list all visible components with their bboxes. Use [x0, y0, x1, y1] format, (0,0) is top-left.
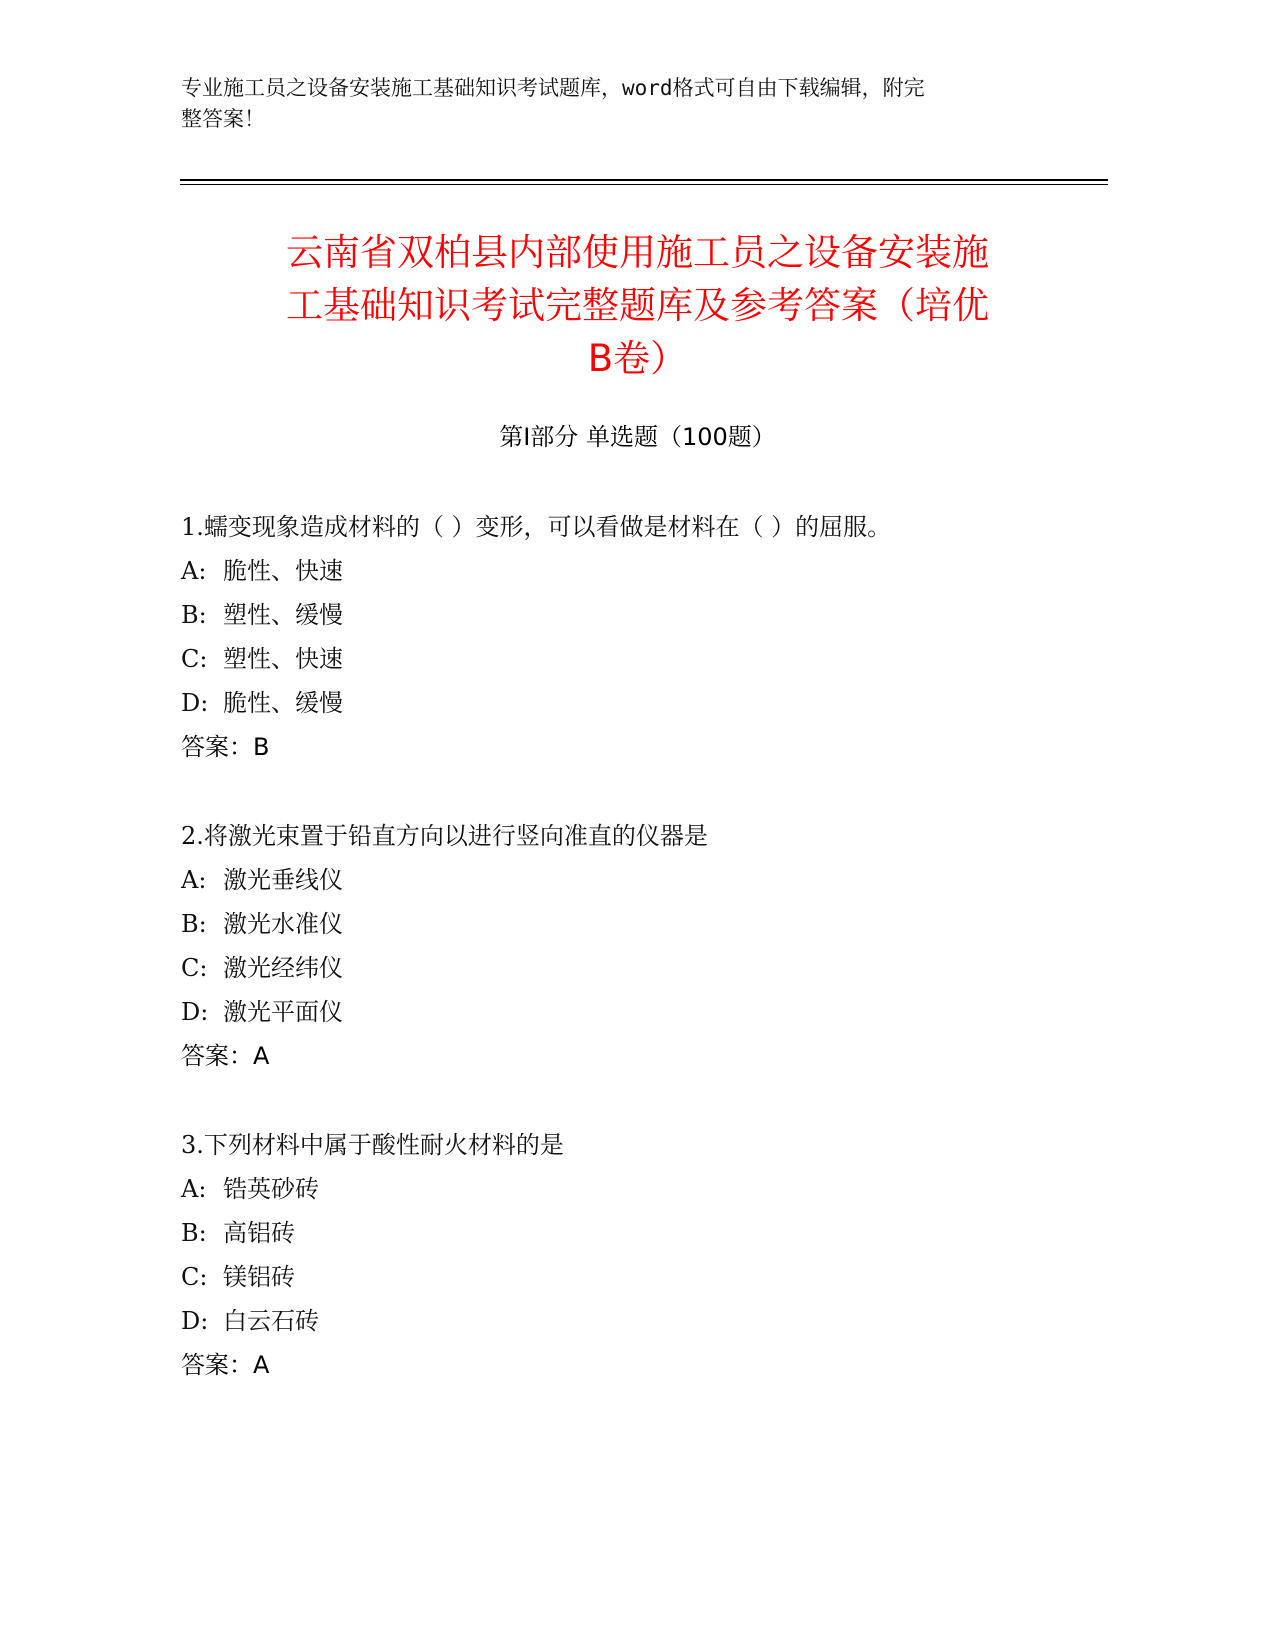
document-title-line-3: B卷）: [587, 337, 688, 380]
header-note-line-1: 专业施工员之设备安装施工基础知识考试题库，word格式可自由下载编辑，附完: [181, 76, 925, 100]
option-text: 高铝砖: [223, 1219, 295, 1247]
option-letter: D:: [181, 1307, 209, 1335]
option-letter: A:: [181, 557, 207, 585]
option-b: [181, 1211, 1101, 1255]
option-a: [181, 858, 1101, 902]
answer-label: 答案：: [181, 1351, 253, 1379]
answer-value: A: [253, 1351, 270, 1379]
option-b: [181, 593, 1101, 637]
option-a: [181, 1167, 1101, 1211]
answer-label: 答案：: [181, 1042, 253, 1070]
answer: [181, 1034, 1101, 1078]
option-text: 锆英砂砖: [223, 1175, 319, 1203]
option-text: 脆性、缓慢: [223, 689, 343, 717]
option-text: 激光垂线仪: [223, 866, 343, 894]
option-letter: D:: [181, 998, 209, 1026]
option-letter: B:: [181, 910, 207, 938]
option-c: [181, 1255, 1101, 1299]
option-text: 激光经纬仪: [223, 954, 343, 982]
answer: [181, 1343, 1101, 1387]
option-letter: C:: [181, 645, 208, 673]
option-letter: C:: [181, 954, 208, 982]
option-text: 脆性、快速: [223, 557, 343, 585]
option-d: [181, 1299, 1101, 1343]
header-note-line-2: 整答案！: [181, 107, 265, 131]
option-letter: B:: [181, 601, 207, 629]
answer-value: B: [253, 733, 270, 761]
document-title: [150, 226, 1125, 385]
option-d: [181, 681, 1101, 725]
question-stem: 1.蠕变现象造成材料的（ ）变形，可以看做是材料在（ ）的屈服。: [181, 513, 892, 541]
option-text: 激光平面仪: [223, 998, 343, 1026]
option-b: [181, 902, 1101, 946]
header-note: [181, 73, 1031, 135]
option-letter: D:: [181, 689, 209, 717]
question-stem: 2.将激光束置于铅直方向以进行竖向准直的仪器是: [181, 822, 708, 850]
header-divider-thin: [180, 184, 1108, 185]
option-letter: A:: [181, 866, 207, 894]
answer: [181, 725, 1101, 769]
option-c: [181, 946, 1101, 990]
document-title-line-2: 工基础知识考试完整题库及参考答案（培优: [286, 284, 989, 327]
question-2: [181, 814, 1101, 1078]
question-stem: 3.下列材料中属于酸性耐火材料的是: [181, 1131, 564, 1159]
option-text: 塑性、快速: [223, 645, 343, 673]
option-d: [181, 990, 1101, 1034]
option-letter: A:: [181, 1175, 207, 1203]
option-text: 白云石砖: [223, 1307, 319, 1335]
option-text: 激光水准仪: [223, 910, 343, 938]
option-text: 塑性、缓慢: [223, 601, 343, 629]
question-3: [181, 1123, 1101, 1387]
option-text: 镁铝砖: [223, 1263, 295, 1291]
option-letter: C:: [181, 1263, 208, 1291]
question-1: [181, 505, 1101, 769]
option-c: [181, 637, 1101, 681]
option-a: [181, 549, 1101, 593]
question-list: [181, 505, 1101, 1432]
answer-label: 答案：: [181, 733, 253, 761]
document-title-line-1: 云南省双柏县内部使用施工员之设备安装施: [286, 231, 989, 274]
section-title: 第Ⅰ部分 单选题（100题）: [499, 423, 776, 451]
answer-value: A: [253, 1042, 270, 1070]
header-divider-thick: [180, 179, 1108, 181]
option-letter: B:: [181, 1219, 207, 1247]
